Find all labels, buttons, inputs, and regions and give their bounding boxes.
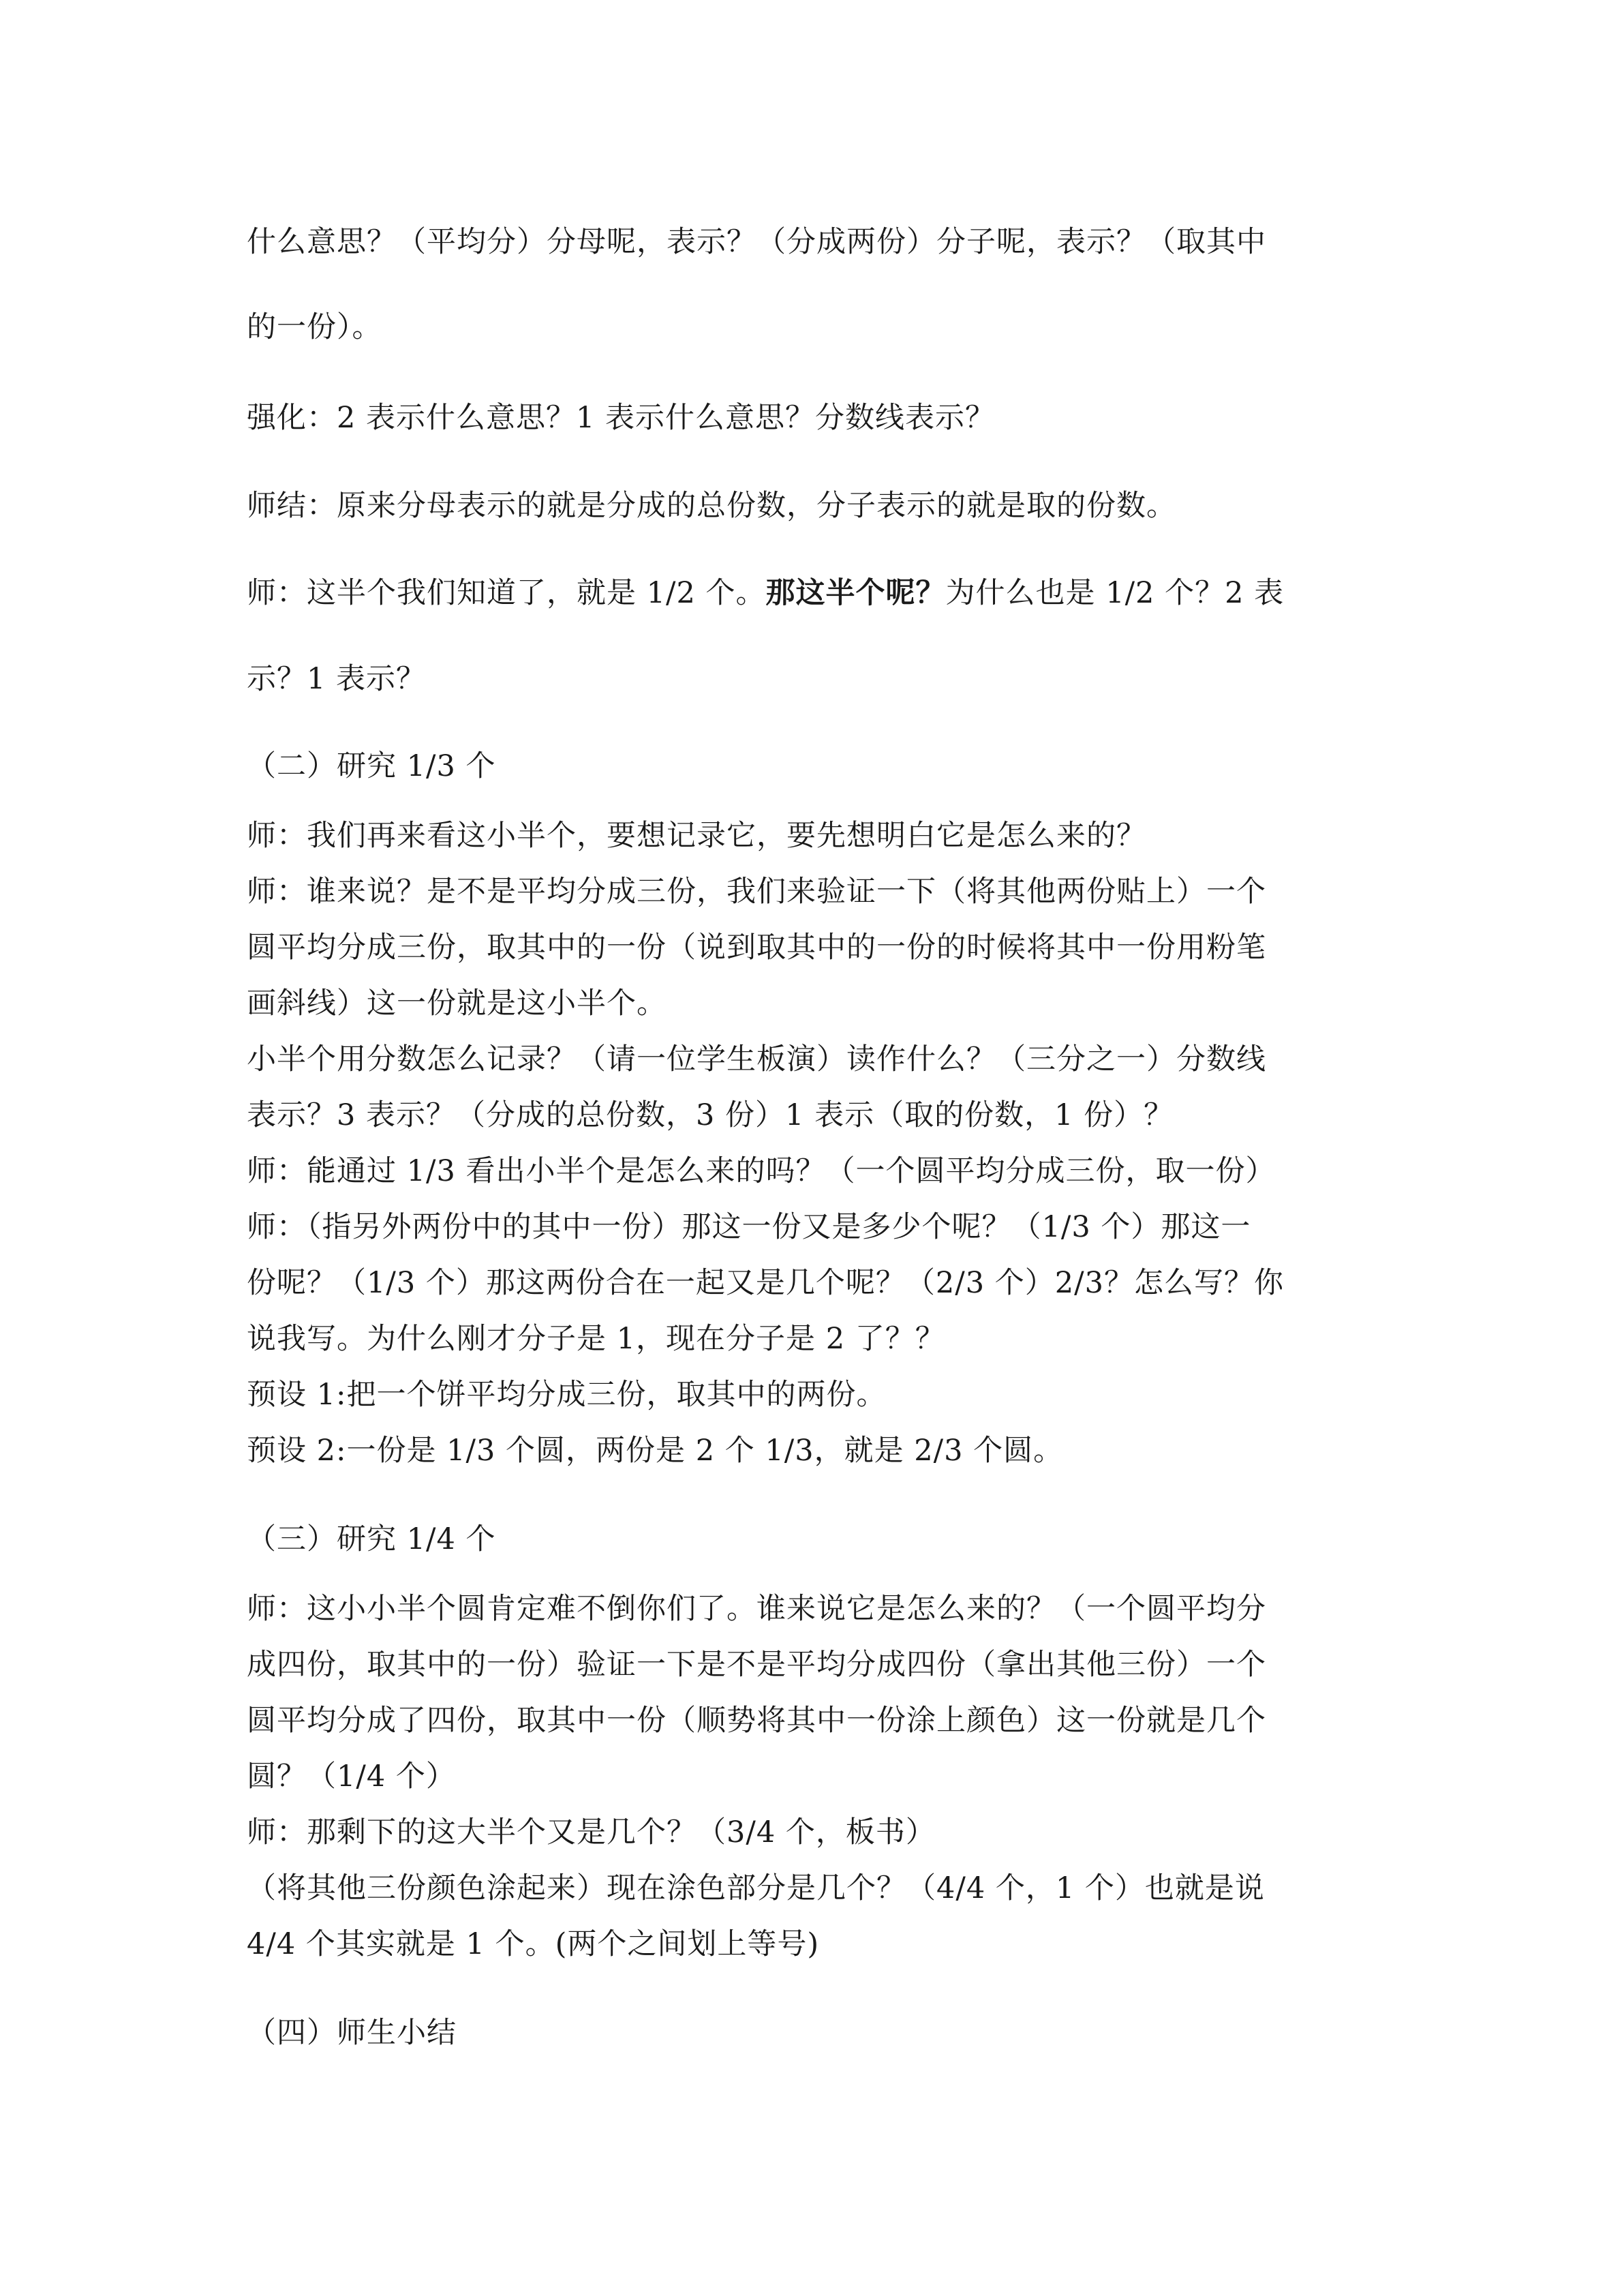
- text-line: 强化：2 表示什么意思？1 表示什么意思？分数线表示？: [247, 401, 996, 435]
- text-line: 示？1 表示？: [247, 662, 427, 696]
- text-line: [247, 573, 1378, 614]
- section-heading: （三）研究 1/4 个: [247, 1522, 496, 1556]
- bold-text-segment: 那这半个呢？: [765, 576, 946, 610]
- text-line: 圆平均分成了四份，取其中一份（顺势将其中一份涂上颜色）这一份就是几个: [247, 1704, 1266, 1738]
- text-line: 师：那剩下的这大半个又是几个？（3/4 个，板书）: [247, 1815, 936, 1849]
- text-segment: 师：这半个我们知道了，就是 1/2 个。: [247, 576, 766, 610]
- text-line: 师：我们再来看这小半个，要想记录它，要先想明白它是怎么来的？: [247, 819, 1146, 853]
- text-line: 师：能通过 1/3 看出小半个是怎么来的吗？（一个圆平均分成三份，取一份）: [247, 1154, 1276, 1188]
- text-segment: 为什么也是 1/2 个？2 表: [945, 576, 1285, 610]
- text-line: 份呢？（1/3 个）那这两份合在一起又是几个呢？（2/3 个）2/3？怎么写？你: [247, 1266, 1284, 1300]
- text-line: 4/4 个其实就是 1 个。(两个之间划上等号): [247, 1927, 820, 1961]
- text-line: 小半个用分数怎么记录？（请一位学生板演）读作什么？（三分之一）分数线: [247, 1042, 1266, 1076]
- text-line: 表示？3 表示？（分成的总份数，3 份）1 表示（取的份数，1 份）？: [247, 1098, 1174, 1132]
- section-heading: （四）师生小结: [247, 2016, 457, 2050]
- text-line: （将其他三份颜色涂起来）现在涂色部分是几个？（4/4 个，1 个）也就是说: [247, 1871, 1265, 1905]
- text-line: 师：谁来说？是不是平均分成三份，我们来验证一下（将其他两份贴上）一个: [247, 875, 1266, 909]
- text-line: 师：这小小半个圆肯定难不倒你们了。谁来说它是怎么来的？（一个圆平均分: [247, 1592, 1266, 1626]
- text-line: 画斜线）这一份就是这小半个。: [247, 986, 667, 1021]
- text-line: 说我写。为什么刚才分子是 1，现在分子是 2 了？？: [247, 1322, 945, 1356]
- text-line: 预设 2:一份是 1/3 个圆，两份是 2 个 1/3，就是 2/3 个圆。: [247, 1434, 1064, 1468]
- section-heading: （二）研究 1/3 个: [247, 749, 496, 783]
- text-line: 成四份，取其中的一份）验证一下是不是平均分成四份（拿出其他三份）一个: [247, 1648, 1266, 1682]
- text-line: 什么意思？（平均分）分母呢，表示？（分成两份）分子呢，表示？（取其中: [247, 225, 1266, 259]
- text-line: 预设 1:把一个饼平均分成三份，取其中的两份。: [247, 1378, 887, 1412]
- text-line: 师：（指另外两份中的其中一份）那这一份又是多少个呢？（1/3 个）那这一: [247, 1210, 1251, 1244]
- text-line: 的一份）。: [247, 310, 382, 344]
- text-line: 师结：原来分母表示的就是分成的总份数，分子表示的就是取的份数。: [247, 489, 1176, 523]
- text-line: 圆？（1/4 个）: [247, 1759, 456, 1794]
- text-line: 圆平均分成三份，取其中的一份（说到取其中的一份的时候将其中一份用粉笔: [247, 931, 1266, 965]
